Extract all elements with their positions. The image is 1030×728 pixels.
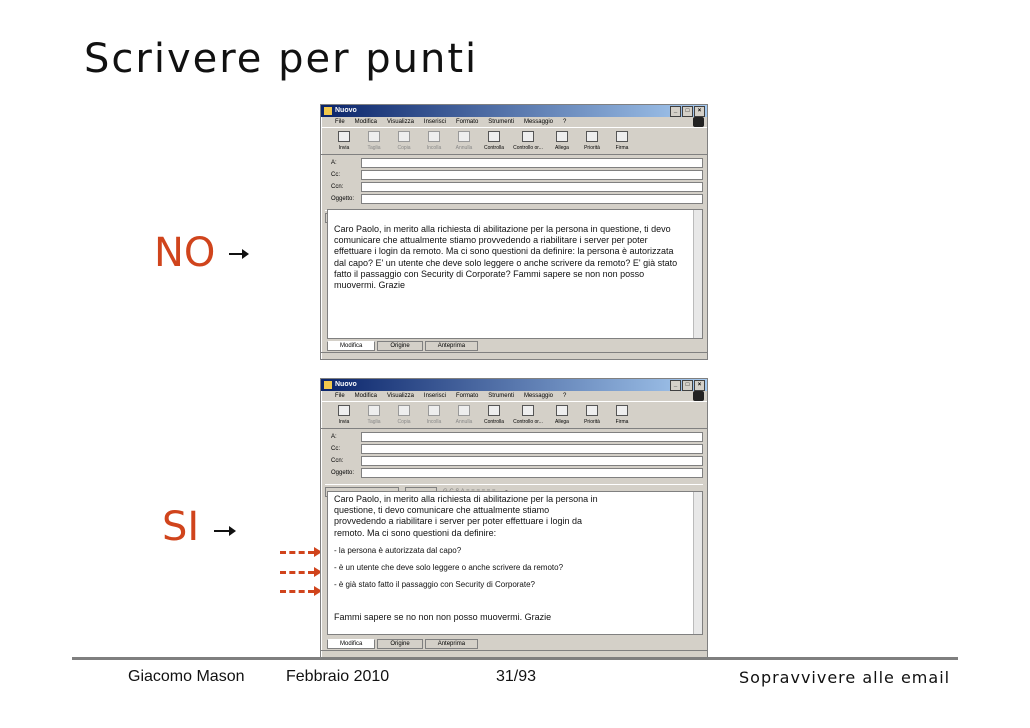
paste-button[interactable]: Incolla: [419, 402, 449, 428]
scrollbar[interactable]: [693, 210, 702, 338]
close-icon[interactable]: ×: [694, 106, 705, 117]
menu-inserisci[interactable]: Inserisci: [423, 393, 446, 399]
page-number: 31/93: [496, 668, 537, 685]
priority-button[interactable]: Priorità: [577, 128, 607, 154]
arrow-right-icon: [229, 253, 247, 255]
menu-formato[interactable]: Formato: [455, 393, 479, 399]
tab-anteprima[interactable]: Anteprima: [425, 639, 478, 649]
window-titlebar: [321, 105, 707, 117]
toolbar: [321, 127, 707, 155]
priority-icon: [586, 405, 598, 416]
windows-logo-icon: [693, 117, 704, 127]
email-bullet: - è un utente che deve solo leggere o anche scrivere da remoto?: [334, 563, 564, 573]
footer-divider: [72, 657, 958, 660]
footer-topic: Sopravvivere alle email: [739, 668, 951, 687]
menu-strumenti[interactable]: Strumenti: [488, 119, 514, 125]
tab-origine[interactable]: Origine: [377, 341, 422, 351]
email-body-no[interactable]: [327, 209, 703, 339]
bcc-label: Ccn:: [331, 458, 344, 464]
spellcheck-icon: [488, 405, 500, 416]
undo-icon: [458, 131, 470, 142]
email-closing-si: Fammi sapere se no non non posso muovermi. Grazie: [334, 612, 552, 623]
email-bullet: - è già stato fatto il passaggio con Security di Corporate?: [334, 580, 535, 590]
minimize-icon[interactable]: _: [670, 380, 681, 391]
window-title: Nuovo: [335, 107, 357, 114]
priority-icon: [586, 131, 598, 142]
copy-icon: [398, 405, 410, 416]
signature-button[interactable]: Firma: [607, 402, 637, 428]
windows-logo-icon: [693, 391, 704, 401]
footer-date: Febbraio 2010: [286, 668, 390, 685]
spellcheck-icon: [488, 131, 500, 142]
undo-button[interactable]: Annulla: [449, 128, 479, 154]
menu-bar: [321, 117, 707, 127]
attach-button[interactable]: Allega: [547, 402, 577, 428]
signature-button[interactable]: Firma: [607, 128, 637, 154]
copy-button[interactable]: Copia: [389, 128, 419, 154]
editor-tabs: [327, 639, 478, 649]
send-icon: [338, 131, 350, 142]
spellcheck-button[interactable]: Controllo or...: [509, 128, 547, 154]
cut-button[interactable]: Taglia: [359, 402, 389, 428]
tab-modifica[interactable]: Modifica: [327, 341, 375, 351]
cut-icon: [368, 405, 380, 416]
send-button[interactable]: Invia: [329, 402, 359, 428]
tab-origine[interactable]: Origine: [377, 639, 422, 649]
signature-icon: [616, 405, 628, 416]
spellcheck-icon: [522, 405, 534, 416]
cc-label: Cc:: [331, 172, 340, 178]
check-button[interactable]: Controlla: [479, 128, 509, 154]
to-label: A:: [331, 160, 337, 166]
menu-formato[interactable]: Formato: [455, 119, 479, 125]
window-title: Nuovo: [335, 381, 357, 388]
send-button[interactable]: Invia: [329, 128, 359, 154]
subject-field[interactable]: [361, 468, 703, 478]
paste-icon: [428, 131, 440, 142]
menu-help[interactable]: ?: [562, 393, 567, 399]
cc-label: Cc:: [331, 446, 340, 452]
scrollbar[interactable]: [693, 492, 702, 634]
address-fields: [321, 155, 707, 207]
menu-visualizza[interactable]: Visualizza: [387, 393, 414, 399]
arrow-right-icon: [214, 530, 234, 532]
email-window-no: [320, 104, 708, 360]
copy-button[interactable]: Copia: [389, 402, 419, 428]
footer-author: Giacomo Mason: [128, 668, 245, 685]
maximize-icon[interactable]: □: [682, 106, 693, 117]
status-bar: [321, 352, 707, 359]
copy-icon: [398, 131, 410, 142]
menu-file[interactable]: File: [335, 119, 345, 125]
paste-icon: [428, 405, 440, 416]
label-si: SI: [162, 504, 200, 550]
slide-title: Scrivere per punti: [84, 36, 479, 82]
email-intro-si: Caro Paolo, in merito alla richiesta di abilitazione per la persona in questione, ti devo comunicare che attualmente stiamo provvedendo a riabilitare i server per poter effettuare i login da remoto. Ma ci sono questioni da definire:: [334, 494, 598, 538]
menu-help[interactable]: ?: [562, 119, 567, 125]
menu-messaggio[interactable]: Messaggio: [523, 393, 553, 399]
cut-icon: [368, 131, 380, 142]
dashed-arrow-icon: [280, 571, 314, 574]
subject-label: Oggetto:: [331, 196, 355, 202]
send-icon: [338, 405, 350, 416]
email-window-si: [320, 378, 708, 658]
spellcheck-icon: [522, 131, 534, 142]
cc-field[interactable]: [361, 444, 703, 454]
paste-button[interactable]: Incolla: [419, 128, 449, 154]
menu-strumenti[interactable]: Strumenti: [488, 393, 514, 399]
bcc-label: Ccn:: [331, 184, 344, 190]
to-field[interactable]: [361, 432, 703, 442]
signature-icon: [616, 131, 628, 142]
tab-anteprima[interactable]: Anteprima: [425, 341, 478, 351]
to-field[interactable]: [361, 158, 703, 168]
dashed-arrow-icon: [280, 551, 314, 554]
to-label: A:: [331, 434, 337, 440]
cut-button[interactable]: Taglia: [359, 128, 389, 154]
close-icon[interactable]: ×: [694, 380, 705, 391]
maximize-icon[interactable]: □: [682, 380, 693, 391]
subject-label: Oggetto:: [331, 470, 355, 476]
check-button[interactable]: Controlla: [479, 402, 509, 428]
undo-icon: [458, 405, 470, 416]
menu-modifica[interactable]: Modifica: [354, 119, 378, 125]
email-text-no: Caro Paolo, in merito alla richiesta di abilitazione per la persona in questione, ti devo comunicare che attualmente stiamo provvedendo a riabilitare i server per poter effettuare i login da remoto. Ma ci sono questioni da definire: la persona è autorizzata dal capo? E' un utente che deve solo leggere o anche scrivere da remoto? E' già stato fatto il passaggio con Security di Corporate? Fammi sapere se non non posso muovermi. Grazie: [334, 224, 678, 291]
bcc-field[interactable]: [361, 456, 703, 466]
menu-messaggio[interactable]: Messaggio: [523, 119, 553, 125]
dashed-arrow-icon: [280, 590, 314, 593]
bcc-field[interactable]: [361, 182, 703, 192]
window-app-icon: [324, 381, 332, 389]
label-no: NO: [154, 230, 216, 276]
toolbar: [321, 401, 707, 429]
window-titlebar: [321, 379, 707, 391]
attach-icon: [556, 405, 568, 416]
attach-icon: [556, 131, 568, 142]
menu-visualizza[interactable]: Visualizza: [387, 119, 414, 125]
minimize-icon[interactable]: _: [670, 106, 681, 117]
tab-modifica[interactable]: Modifica: [327, 639, 375, 649]
editor-tabs: [327, 341, 478, 351]
email-body-si[interactable]: [327, 491, 703, 635]
address-fields: [321, 429, 707, 481]
spellcheck-button[interactable]: Controllo or...: [509, 402, 547, 428]
undo-button[interactable]: Annulla: [449, 402, 479, 428]
status-bar: [321, 650, 707, 657]
subject-field[interactable]: [361, 194, 703, 204]
window-app-icon: [324, 107, 332, 115]
attach-button[interactable]: Allega: [547, 128, 577, 154]
menu-modifica[interactable]: Modifica: [354, 393, 378, 399]
email-bullet: - la persona è autorizzata dal capo?: [334, 545, 462, 555]
priority-button[interactable]: Priorità: [577, 402, 607, 428]
cc-field[interactable]: [361, 170, 703, 180]
menu-bar: [321, 391, 707, 401]
menu-inserisci[interactable]: Inserisci: [423, 119, 446, 125]
menu-file[interactable]: File: [335, 393, 345, 399]
